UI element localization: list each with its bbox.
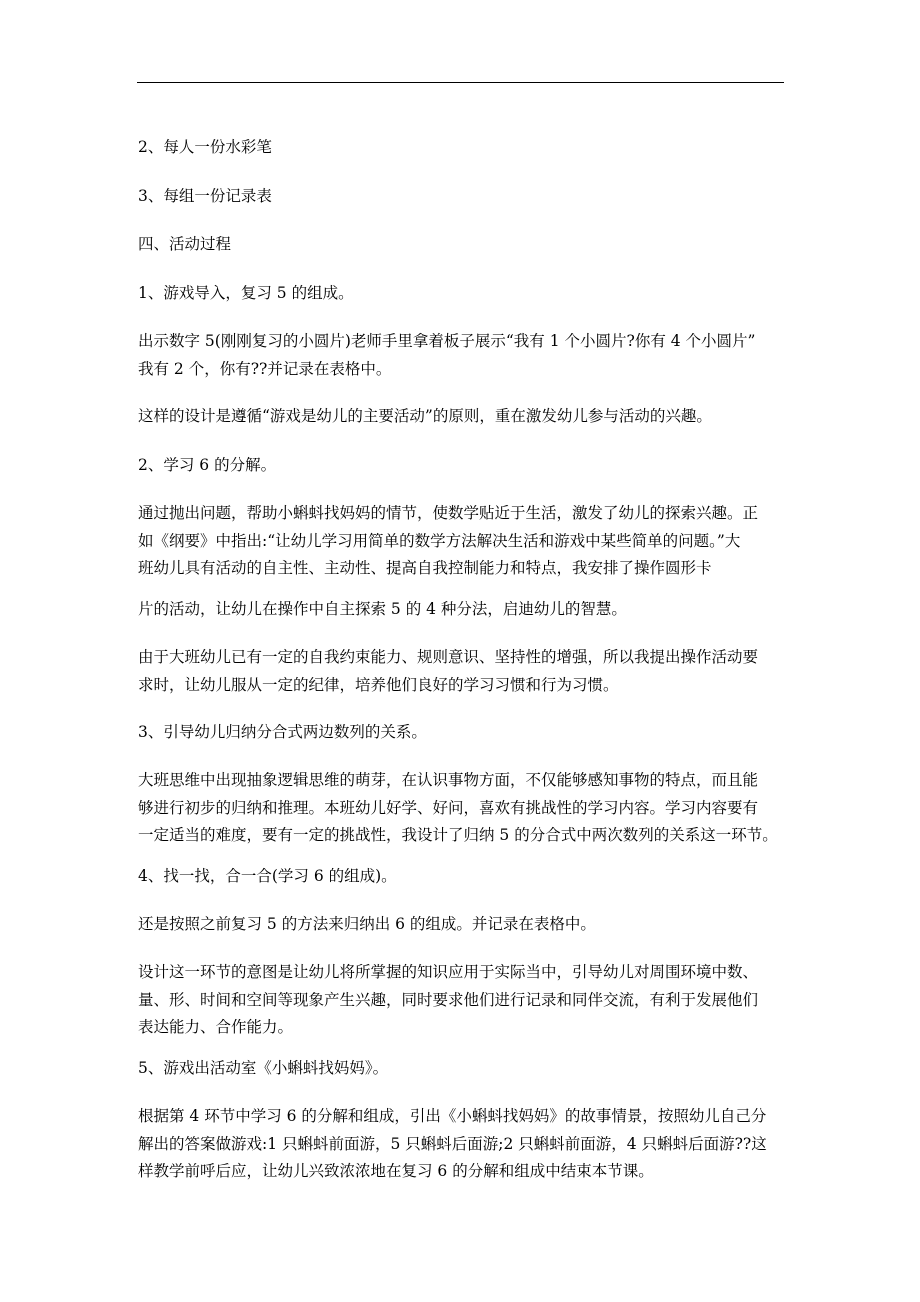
paragraph-step4-detail: [138, 911, 788, 939]
paragraph-materials-3: [138, 183, 788, 211]
step-heading-3: [138, 719, 788, 747]
paragraph-step2-discipline: [138, 644, 788, 699]
text-line: 量、形、时间和空间等现象产生兴趣，同时要求他们进行记录和同伴交流，有利于发展他们: [138, 990, 759, 1009]
paragraph-step5-detail: [138, 1103, 788, 1186]
step-heading-5: [138, 1055, 788, 1083]
text-line: 3、每组一份记录表: [138, 187, 272, 205]
text-line: 样教学前呼后应，让幼儿兴致浓浓地在复习 6 的分解和组成中结束本节课。: [138, 1162, 654, 1180]
text-line: 还是按照之前复习 5 的方法来归纳出 6 的组成。并记录在表格中。: [138, 915, 596, 933]
text-line: 3、引导幼儿归纳分合式两边数列的关系。: [138, 723, 427, 741]
step-heading-4: [138, 863, 788, 891]
text-line: 表达能力、合作能力。: [138, 1018, 294, 1036]
paragraph-step2-detail: [138, 500, 788, 583]
paragraph-step1-rationale: [138, 403, 788, 431]
step-heading-1: [138, 280, 788, 308]
text-line: 四、活动过程: [138, 235, 232, 253]
text-line: 1、游戏导入，复习 5 的组成。: [138, 284, 354, 302]
text-line: 这样的设计是遵循“游戏是幼儿的主要活动”的原则，重在激发幼儿参与活动的兴趣。: [138, 407, 712, 425]
text-line: 根据第 4 环节中学习 6 的分解和组成，引出《小蝌蚪找妈妈》的故事情景，按照幼儿自己分: [138, 1107, 767, 1125]
text-line: 由于大班幼儿已有一定的自我约束能力、规则意识、坚持性的增强，所以我提出操作活动要: [138, 648, 759, 666]
text-line: 班幼儿具有活动的自主性、主动性、提高自我控制能力和特点，我安排了操作圆形卡: [138, 559, 712, 577]
text-line: 如《纲要》中指出:“让幼儿学习用简单的数学方法解决生活和游戏中某些简单的问题。”大: [138, 531, 741, 550]
paragraph-step4-rationale: [138, 959, 788, 1042]
text-line: 大班思维中出现抽象逻辑思维的萌芽，在认识事物方面，不仅能够感知事物的特点，而且能: [138, 771, 759, 789]
paragraph-step1-detail: [138, 328, 788, 383]
text-line: 4、找一找，合一合(学习 6 的组成)。: [138, 867, 397, 885]
text-line: 设计这一环节的意图是让幼儿将所掌握的知识应用于实际当中，引导幼儿对周围环境中数、: [138, 963, 759, 981]
text-line: 一定适当的难度，要有一定的挑战性，我设计了归纳 5 的分合式中两次数列的关系这一环节。: [138, 826, 778, 844]
text-line: 我有 2 个，你有??并记录在表格中。: [138, 359, 392, 378]
section-heading-activity-process: [138, 231, 788, 259]
text-line: 够进行初步的归纳和推理。本班幼儿好学、好问，喜欢有挑战性的学习内容。学习内容要有: [138, 798, 759, 817]
paragraph-materials-2: [138, 134, 788, 162]
text-line: 2、每人一份水彩笔: [138, 138, 272, 156]
text-line: 2、学习 6 的分解。: [138, 456, 277, 474]
paragraph-step3-detail: [138, 767, 788, 850]
paragraph-step2-continuation: [138, 596, 788, 624]
text-line: 解出的答案做游戏:1 只蝌蚪前面游，5 只蝌蚪后面游;2 只蝌蚪前面游，4 只蝌蚪后面游??这: [138, 1134, 767, 1153]
text-line: 出示数字 5(刚刚复习的小圆片)老师手里拿着板子展示“我有 1 个小圆片?你有 4 个小圆片”: [138, 332, 756, 350]
text-line: 通过抛出问题，帮助小蝌蚪找妈妈的情节，使数学贴近于生活，激发了幼儿的探索兴趣。正: [138, 504, 759, 522]
step-heading-2: [138, 452, 788, 480]
text-line: 求时，让幼儿服从一定的纪律，培养他们良好的学习习惯和行为习惯。: [138, 675, 619, 694]
header-rule: [137, 82, 784, 83]
text-line: 片的活动，让幼儿在操作中自主探索 5 的 4 种分法，启迪幼儿的智慧。: [138, 600, 627, 618]
text-line: 5、游戏出活动室《小蝌蚪找妈妈》。: [138, 1059, 389, 1077]
